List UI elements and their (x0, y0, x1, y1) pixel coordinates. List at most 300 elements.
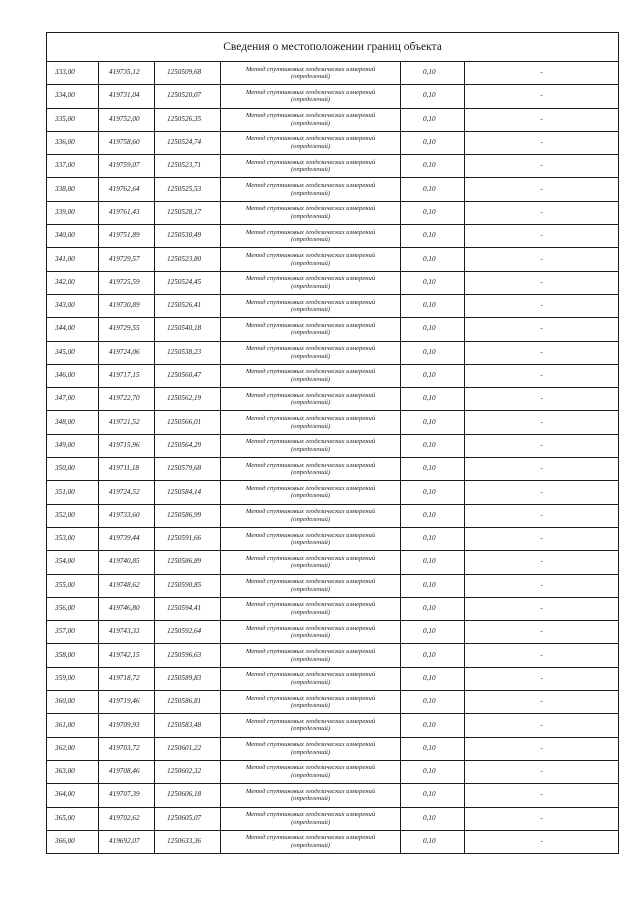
x-coordinate-cell: 419739,44 (99, 527, 155, 550)
x-coordinate-cell: 419729,57 (99, 248, 155, 271)
note-cell: - (465, 807, 619, 830)
x-coordinate-cell: 419724,52 (99, 481, 155, 504)
precision-cell: 0,10 (401, 504, 465, 527)
method-cell (221, 85, 401, 108)
x-coordinate-cell: 419718,72 (99, 667, 155, 690)
y-coordinate-cell: 1250524,45 (155, 271, 221, 294)
table-row (47, 434, 619, 457)
table-row (47, 341, 619, 364)
point-number-cell: 337,00 (47, 155, 99, 178)
point-number-cell: 338,00 (47, 178, 99, 201)
note-cell: - (465, 458, 619, 481)
y-coordinate-cell: 1250584,14 (155, 481, 221, 504)
x-coordinate-cell: 419730,89 (99, 294, 155, 317)
precision-cell: 0,10 (401, 294, 465, 317)
x-coordinate-cell: 419758,60 (99, 131, 155, 154)
note-cell: - (465, 830, 619, 853)
method-line1: Метод спутниковых геодезических измерений (245, 88, 376, 96)
table-row (47, 830, 619, 853)
method-line1: Метод спутниковых геодезических измерений (245, 251, 376, 259)
method-line2: (определений) (290, 329, 331, 337)
method-line2: (определений) (290, 608, 331, 616)
point-number-cell: 366,00 (47, 830, 99, 853)
table-row (47, 807, 619, 830)
x-coordinate-cell: 419743,33 (99, 621, 155, 644)
x-coordinate-cell: 419751,89 (99, 225, 155, 248)
note-cell: - (465, 225, 619, 248)
method-cell (221, 667, 401, 690)
point-number-cell: 354,00 (47, 551, 99, 574)
point-number-cell: 352,00 (47, 504, 99, 527)
y-coordinate-cell: 1250523,71 (155, 155, 221, 178)
method-line1: Метод спутниковых геодезических измерений (245, 461, 376, 469)
table-row (47, 108, 619, 131)
method-cell (221, 364, 401, 387)
x-coordinate-cell: 419759,07 (99, 155, 155, 178)
precision-cell: 0,10 (401, 830, 465, 853)
precision-cell: 0,10 (401, 667, 465, 690)
point-number-cell: 333,00 (47, 62, 99, 85)
point-number-cell: 359,00 (47, 667, 99, 690)
method-line1: Метод спутниковых геодезических измерений (245, 205, 376, 213)
note-cell: - (465, 364, 619, 387)
y-coordinate-cell: 1250583,48 (155, 714, 221, 737)
method-line1: Метод спутниковых геодезических измерений (245, 531, 376, 539)
precision-cell: 0,10 (401, 364, 465, 387)
method-line1: Метод спутниковых геодезических измерений (245, 811, 376, 819)
note-cell: - (465, 178, 619, 201)
point-number-cell: 357,00 (47, 621, 99, 644)
y-coordinate-cell: 1250525,53 (155, 178, 221, 201)
method-line1: Метод спутниковых геодезических измерений (245, 741, 376, 749)
x-coordinate-cell: 419752,00 (99, 108, 155, 131)
table-row (47, 131, 619, 154)
method-line1: Метод спутниковых геодезических измерений (245, 717, 376, 725)
method-line2: (определений) (290, 306, 331, 314)
table-row (47, 784, 619, 807)
point-number-cell: 341,00 (47, 248, 99, 271)
point-number-cell: 335,00 (47, 108, 99, 131)
method-line2: (определений) (290, 539, 331, 547)
x-coordinate-cell: 419703,72 (99, 737, 155, 760)
precision-cell: 0,10 (401, 621, 465, 644)
note-cell: - (465, 691, 619, 714)
x-coordinate-cell: 419733,60 (99, 504, 155, 527)
method-cell (221, 458, 401, 481)
note-cell: - (465, 248, 619, 271)
method-line2: (определений) (290, 585, 331, 593)
method-cell (221, 178, 401, 201)
precision-cell: 0,10 (401, 62, 465, 85)
x-coordinate-cell: 419708,46 (99, 760, 155, 783)
method-line1: Метод спутниковых геодезических измерений (245, 484, 376, 492)
table-row (47, 458, 619, 481)
note-cell: - (465, 737, 619, 760)
y-coordinate-cell: 1250538,23 (155, 341, 221, 364)
table-title-row (47, 33, 619, 62)
method-line2: (определений) (290, 166, 331, 174)
method-line1: Метод спутниковых геодезических измерений (245, 158, 376, 166)
y-coordinate-cell: 1250540,18 (155, 318, 221, 341)
method-cell (221, 597, 401, 620)
table-row (47, 644, 619, 667)
note-cell: - (465, 551, 619, 574)
table-row (47, 621, 619, 644)
y-coordinate-cell: 1250596,63 (155, 644, 221, 667)
y-coordinate-cell: 1250586,89 (155, 551, 221, 574)
method-cell (221, 294, 401, 317)
method-line2: (определений) (290, 119, 331, 127)
note-cell: - (465, 411, 619, 434)
point-number-cell: 349,00 (47, 434, 99, 457)
x-coordinate-cell: 419719,46 (99, 691, 155, 714)
precision-cell: 0,10 (401, 341, 465, 364)
method-line1: Метод спутниковых геодезических измерений (245, 135, 376, 143)
y-coordinate-cell: 1250586,99 (155, 504, 221, 527)
table-row (47, 527, 619, 550)
point-number-cell: 342,00 (47, 271, 99, 294)
method-line1: Метод спутниковых геодезических измерений (245, 275, 376, 283)
point-number-cell: 340,00 (47, 225, 99, 248)
point-number-cell: 346,00 (47, 364, 99, 387)
method-line1: Метод спутниковых геодезических измерений (245, 554, 376, 562)
precision-cell: 0,10 (401, 481, 465, 504)
y-coordinate-cell: 1250586,81 (155, 691, 221, 714)
method-line1: Метод спутниковых геодезических измерений (245, 834, 376, 842)
y-coordinate-cell: 1250530,49 (155, 225, 221, 248)
precision-cell: 0,10 (401, 318, 465, 341)
note-cell: - (465, 294, 619, 317)
method-line2: (определений) (290, 352, 331, 360)
point-number-cell: 355,00 (47, 574, 99, 597)
x-coordinate-cell: 419731,04 (99, 85, 155, 108)
y-coordinate-cell: 1250590,85 (155, 574, 221, 597)
point-number-cell: 356,00 (47, 597, 99, 620)
y-coordinate-cell: 1250601,22 (155, 737, 221, 760)
precision-cell: 0,10 (401, 737, 465, 760)
point-number-cell: 343,00 (47, 294, 99, 317)
precision-cell: 0,10 (401, 527, 465, 550)
note-cell: - (465, 271, 619, 294)
x-coordinate-cell: 419722,70 (99, 388, 155, 411)
method-line1: Метод спутниковых геодезических измерений (245, 321, 376, 329)
point-number-cell: 334,00 (47, 85, 99, 108)
precision-cell: 0,10 (401, 434, 465, 457)
point-number-cell: 353,00 (47, 527, 99, 550)
method-line2: (определений) (290, 725, 331, 733)
method-line2: (определений) (290, 655, 331, 663)
y-coordinate-cell: 1250633,36 (155, 830, 221, 853)
note-cell: - (465, 597, 619, 620)
table-row (47, 178, 619, 201)
method-line1: Метод спутниковых геодезических измерений (245, 345, 376, 353)
table-row (47, 364, 619, 387)
method-cell (221, 714, 401, 737)
table-row (47, 551, 619, 574)
x-coordinate-cell: 419707,39 (99, 784, 155, 807)
method-line1: Метод спутниковых геодезических измерений (245, 65, 376, 73)
precision-cell: 0,10 (401, 597, 465, 620)
method-line2: (определений) (290, 818, 331, 826)
method-line2: (определений) (290, 632, 331, 640)
y-coordinate-cell: 1250523,80 (155, 248, 221, 271)
point-number-cell: 350,00 (47, 458, 99, 481)
method-cell (221, 341, 401, 364)
document-sheet (46, 32, 618, 854)
method-line1: Метод спутниковых геодезических измерений (245, 787, 376, 795)
method-line2: (определений) (290, 282, 331, 290)
y-coordinate-cell: 1250564,29 (155, 434, 221, 457)
y-coordinate-cell: 1250566,01 (155, 411, 221, 434)
precision-cell: 0,10 (401, 131, 465, 154)
method-cell (221, 248, 401, 271)
x-coordinate-cell: 419748,62 (99, 574, 155, 597)
boundary-table (46, 32, 619, 854)
method-line2: (определений) (290, 422, 331, 430)
table-row (47, 155, 619, 178)
table-row (47, 737, 619, 760)
precision-cell: 0,10 (401, 574, 465, 597)
precision-cell: 0,10 (401, 411, 465, 434)
precision-cell: 0,10 (401, 201, 465, 224)
precision-cell: 0,10 (401, 271, 465, 294)
method-line1: Метод спутниковых геодезических измерений (245, 391, 376, 399)
method-cell (221, 201, 401, 224)
y-coordinate-cell: 1250589,83 (155, 667, 221, 690)
method-line1: Метод спутниковых геодезических измерений (245, 438, 376, 446)
note-cell: - (465, 760, 619, 783)
x-coordinate-cell: 419762,64 (99, 178, 155, 201)
method-cell (221, 434, 401, 457)
method-line1: Метод спутниковых геодезических измерений (245, 578, 376, 586)
x-coordinate-cell: 419761,43 (99, 201, 155, 224)
point-number-cell: 364,00 (47, 784, 99, 807)
y-coordinate-cell: 1250526,35 (155, 108, 221, 131)
note-cell: - (465, 108, 619, 131)
note-cell: - (465, 504, 619, 527)
table-row (47, 85, 619, 108)
method-cell (221, 807, 401, 830)
method-cell (221, 318, 401, 341)
x-coordinate-cell: 419711,18 (99, 458, 155, 481)
precision-cell: 0,10 (401, 108, 465, 131)
note-cell: - (465, 318, 619, 341)
point-number-cell: 348,00 (47, 411, 99, 434)
method-cell (221, 830, 401, 853)
table-row (47, 504, 619, 527)
method-cell (221, 691, 401, 714)
note-cell: - (465, 434, 619, 457)
x-coordinate-cell: 419715,96 (99, 434, 155, 457)
y-coordinate-cell: 1250526,41 (155, 294, 221, 317)
point-number-cell: 361,00 (47, 714, 99, 737)
point-number-cell: 347,00 (47, 388, 99, 411)
method-line2: (определений) (290, 399, 331, 407)
x-coordinate-cell: 419692,07 (99, 830, 155, 853)
table-row (47, 714, 619, 737)
y-coordinate-cell: 1250606,18 (155, 784, 221, 807)
note-cell: - (465, 714, 619, 737)
point-number-cell: 358,00 (47, 644, 99, 667)
method-cell (221, 131, 401, 154)
precision-cell: 0,10 (401, 691, 465, 714)
table-row (47, 481, 619, 504)
point-number-cell: 360,00 (47, 691, 99, 714)
x-coordinate-cell: 419702,62 (99, 807, 155, 830)
note-cell: - (465, 85, 619, 108)
table-row (47, 201, 619, 224)
table-row (47, 271, 619, 294)
method-cell (221, 155, 401, 178)
y-coordinate-cell: 1250579,68 (155, 458, 221, 481)
x-coordinate-cell: 419725,59 (99, 271, 155, 294)
table-row (47, 318, 619, 341)
method-line1: Метод спутниковых геодезических измерений (245, 671, 376, 679)
point-number-cell: 363,00 (47, 760, 99, 783)
precision-cell: 0,10 (401, 760, 465, 783)
point-number-cell: 344,00 (47, 318, 99, 341)
table-row (47, 597, 619, 620)
method-cell (221, 527, 401, 550)
y-coordinate-cell: 1250560,47 (155, 364, 221, 387)
y-coordinate-cell: 1250602,32 (155, 760, 221, 783)
table-row (47, 388, 619, 411)
method-line2: (определений) (290, 96, 331, 104)
method-cell (221, 760, 401, 783)
precision-cell: 0,10 (401, 248, 465, 271)
method-line2: (определений) (290, 143, 331, 151)
y-coordinate-cell: 1250591,66 (155, 527, 221, 550)
table-row (47, 225, 619, 248)
table-row (47, 760, 619, 783)
y-coordinate-cell: 1250528,17 (155, 201, 221, 224)
method-line1: Метод спутниковых геодезических измерений (245, 647, 376, 655)
table-row (47, 248, 619, 271)
point-number-cell: 351,00 (47, 481, 99, 504)
method-line2: (определений) (290, 492, 331, 500)
method-cell (221, 225, 401, 248)
precision-cell: 0,10 (401, 155, 465, 178)
point-number-cell: 339,00 (47, 201, 99, 224)
method-line1: Метод спутниковых геодезических измерений (245, 182, 376, 190)
method-line1: Метод спутниковых геодезических измерений (245, 624, 376, 632)
method-line2: (определений) (290, 678, 331, 686)
method-line2: (определений) (290, 772, 331, 780)
table-row (47, 691, 619, 714)
method-line1: Метод спутниковых геодезических измерений (245, 508, 376, 516)
x-coordinate-cell: 419735,12 (99, 62, 155, 85)
y-coordinate-cell: 1250524,74 (155, 131, 221, 154)
precision-cell: 0,10 (401, 225, 465, 248)
method-line1: Метод спутниковых геодезических измерений (245, 228, 376, 236)
precision-cell: 0,10 (401, 807, 465, 830)
precision-cell: 0,10 (401, 551, 465, 574)
note-cell: - (465, 62, 619, 85)
precision-cell: 0,10 (401, 458, 465, 481)
method-cell (221, 574, 401, 597)
table-row (47, 62, 619, 85)
table-row (47, 294, 619, 317)
y-coordinate-cell: 1250605,07 (155, 807, 221, 830)
method-cell (221, 737, 401, 760)
method-cell (221, 62, 401, 85)
method-line1: Метод спутниковых геодезических измерений (245, 298, 376, 306)
point-number-cell: 336,00 (47, 131, 99, 154)
method-cell (221, 271, 401, 294)
table-row (47, 667, 619, 690)
y-coordinate-cell: 1250562,19 (155, 388, 221, 411)
method-line2: (определений) (290, 212, 331, 220)
precision-cell: 0,10 (401, 714, 465, 737)
note-cell: - (465, 621, 619, 644)
note-cell: - (465, 667, 619, 690)
method-cell (221, 784, 401, 807)
method-line1: Метод спутниковых геодезических измерений (245, 415, 376, 423)
note-cell: - (465, 784, 619, 807)
note-cell: - (465, 201, 619, 224)
y-coordinate-cell: 1250509,68 (155, 62, 221, 85)
y-coordinate-cell: 1250520,07 (155, 85, 221, 108)
method-line1: Метод спутниковых геодезических измерений (245, 694, 376, 702)
table-row (47, 411, 619, 434)
precision-cell: 0,10 (401, 178, 465, 201)
note-cell: - (465, 481, 619, 504)
note-cell: - (465, 131, 619, 154)
table-row (47, 574, 619, 597)
method-cell (221, 108, 401, 131)
x-coordinate-cell: 419721,52 (99, 411, 155, 434)
note-cell: - (465, 527, 619, 550)
method-cell (221, 388, 401, 411)
method-line2: (определений) (290, 189, 331, 197)
note-cell: - (465, 341, 619, 364)
method-line1: Метод спутниковых геодезических измерений (245, 112, 376, 120)
x-coordinate-cell: 419740,85 (99, 551, 155, 574)
x-coordinate-cell: 419724,06 (99, 341, 155, 364)
method-line2: (определений) (290, 236, 331, 244)
method-line2: (определений) (290, 259, 331, 267)
method-cell (221, 411, 401, 434)
method-cell (221, 504, 401, 527)
precision-cell: 0,10 (401, 784, 465, 807)
x-coordinate-cell: 419746,80 (99, 597, 155, 620)
precision-cell: 0,10 (401, 388, 465, 411)
x-coordinate-cell: 419729,55 (99, 318, 155, 341)
method-line1: Метод спутниковых геодезических измерений (245, 601, 376, 609)
method-line1: Метод спутниковых геодезических измерений (245, 764, 376, 772)
point-number-cell: 362,00 (47, 737, 99, 760)
note-cell: - (465, 388, 619, 411)
method-line1: Метод спутниковых геодезических измерений (245, 368, 376, 376)
note-cell: - (465, 574, 619, 597)
method-line2: (определений) (290, 795, 331, 803)
note-cell: - (465, 644, 619, 667)
method-cell (221, 621, 401, 644)
method-cell (221, 644, 401, 667)
table-title: Сведения о местоположении границ объекта (47, 33, 619, 62)
method-line2: (определений) (290, 376, 331, 383)
y-coordinate-cell: 1250592,64 (155, 621, 221, 644)
method-line2: (определений) (290, 562, 331, 570)
x-coordinate-cell: 419709,93 (99, 714, 155, 737)
method-line2: (определений) (290, 841, 331, 849)
point-number-cell: 345,00 (47, 341, 99, 364)
precision-cell: 0,10 (401, 644, 465, 667)
x-coordinate-cell: 419717,15 (99, 364, 155, 387)
note-cell: - (465, 155, 619, 178)
method-cell (221, 481, 401, 504)
method-line2: (определений) (290, 702, 331, 710)
